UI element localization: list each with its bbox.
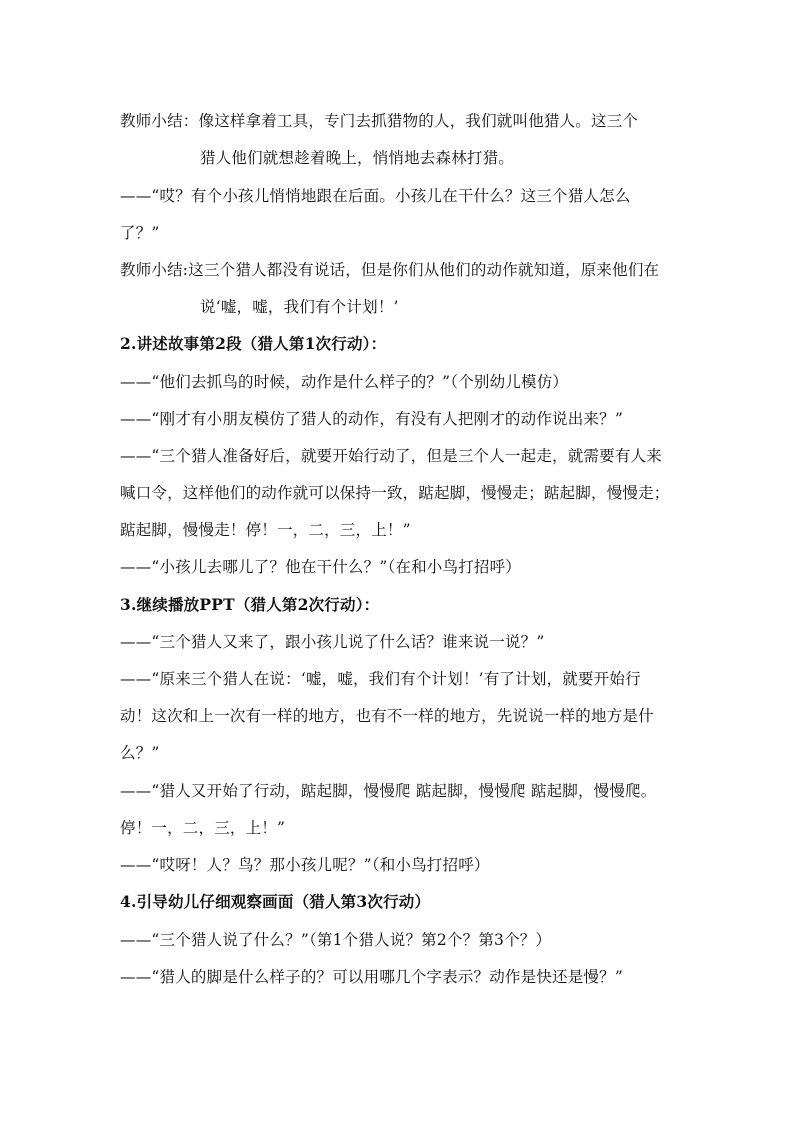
- paragraph-line: 说‘嘘，嘘，我们有个计划！’: [200, 298, 399, 316]
- paragraph-line: 停！一，二，三，上！”: [120, 819, 286, 837]
- paragraph-line: ——“刚才有小朋友模仿了猎人的动作，有没有人把刚才的动作说出来？”: [120, 410, 623, 428]
- paragraph-line: 喊口令，这样他们的动作就可以保持一致，踮起脚，慢慢走；踮起脚，慢慢走；: [120, 484, 670, 502]
- section-heading: 4.引导幼儿仔细观察画面（猎人第3次行动）: [120, 892, 431, 911]
- paragraph-line: 猎人他们就想趁着晚上，悄悄地去森林打猎。: [200, 149, 515, 167]
- paragraph-line: ——“哎呀！人？鸟？那小孩儿呢？”（和小鸟打招呼）: [120, 856, 490, 874]
- paragraph-line: ——“原来三个猎人在说：‘嘘，嘘，我们有个计划！’有了计划，就要开始行: [120, 670, 641, 688]
- paragraph-line: 教师小结：像这样拿着工具，专门去抓猎物的人，我们就叫他猎人。这三个: [120, 112, 639, 130]
- paragraph-line: ——“哎？有个小孩儿悄悄地跟在后面。小孩儿在干什么？这三个猎人怎么: [120, 187, 631, 205]
- paragraph-line: 么？”: [120, 744, 160, 762]
- paragraph-line: 踮起脚，慢慢走！停！一，二，三，上！”: [120, 521, 411, 539]
- paragraph-line: ——“小孩儿去哪儿了？他在干什么？”（在和小鸟打招呼）: [120, 558, 521, 576]
- paragraph-line: ——“三个猎人准备好后，就要开始行动了，但是三个人一起走，就需要有人来: [120, 447, 662, 465]
- paragraph-line: 动！这次和上一次有一样的地方，也有不一样的地方，先说说一样的地方是什: [120, 707, 654, 725]
- paragraph-line: 教师小结:这三个猎人都没有说话，但是你们从他们的动作就知道，原来他们在: [120, 261, 660, 279]
- paragraph-line: ——“猎人又开始了行动，踮起脚，慢慢爬 踮起脚，慢慢爬 踮起脚，慢慢爬。: [120, 782, 657, 800]
- paragraph-line: 了？”: [120, 224, 160, 242]
- section-heading: 3.继续播放PPT（猎人第2次行动）：: [120, 595, 380, 614]
- paragraph-line: ——“猎人的脚是什么样子的？可以用哪几个字表示？动作是快还是慢？”: [120, 968, 623, 986]
- section-heading: 2.讲述故事第2段（猎人第1次行动）：: [120, 334, 387, 353]
- paragraph-line: ——“三个猎人又来了，跟小孩儿说了什么话？谁来说一说？”: [120, 633, 545, 651]
- paragraph-line: ——“三个猎人说了什么？”（第1个猎人说？第2个？第3个？）: [120, 931, 552, 949]
- paragraph-line: ——“他们去抓鸟的时候，动作是什么样子的？”（个别幼儿模仿）: [120, 373, 569, 391]
